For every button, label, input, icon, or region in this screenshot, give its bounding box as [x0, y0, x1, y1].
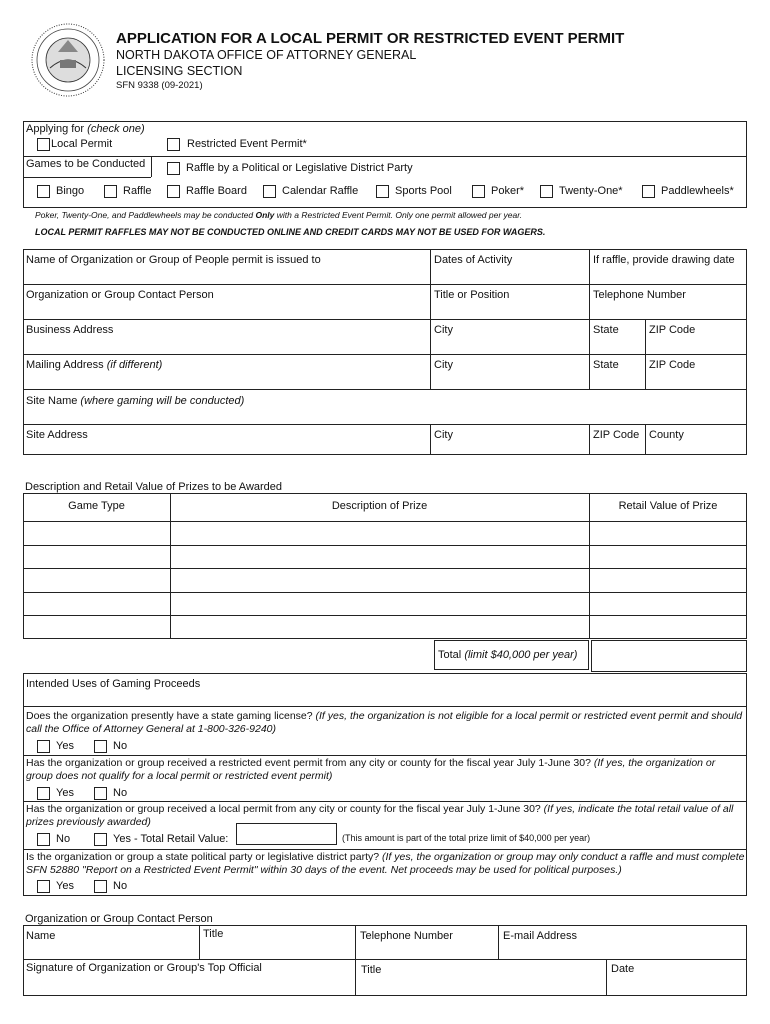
- calendar-raffle-checkbox[interactable]: [263, 185, 276, 198]
- total-value-field[interactable]: [591, 640, 747, 672]
- date-field[interactable]: Date: [611, 963, 635, 975]
- dates-of-activity-field[interactable]: Dates of Activity: [434, 254, 513, 266]
- official-title-field[interactable]: Title: [361, 964, 382, 976]
- question-political-party: Is the organization or group a state political party or legislative district party? (If yes, the organization or group may only conduct a raffle and must complete SFN 52880 "Report on a Restricted Event Permit" within 30 days of the event. Net proceeds may be used for political purposes.): [26, 851, 745, 876]
- prize-row[interactable]: [24, 593, 746, 615]
- contact-telephone-field[interactable]: Telephone Number: [360, 930, 453, 942]
- contact-email-field[interactable]: E-mail Address: [503, 930, 577, 942]
- site-zip-field[interactable]: ZIP Code: [593, 429, 640, 441]
- game-option-sports-pool[interactable]: Sports Pool: [376, 184, 452, 198]
- contact-heading: Organization or Group Contact Person: [25, 913, 213, 925]
- col-description: Description of Prize: [331, 500, 428, 512]
- site-address-field[interactable]: Site Address: [26, 429, 88, 441]
- telephone-field[interactable]: Telephone Number: [593, 289, 686, 301]
- games-label: Games to be Conducted: [26, 158, 146, 170]
- twenty-one-checkbox[interactable]: [540, 185, 553, 198]
- site-county-field[interactable]: County: [649, 429, 684, 441]
- business-zip-field[interactable]: ZIP Code: [649, 324, 696, 336]
- q1-yes-option[interactable]: Yes: [37, 739, 74, 753]
- question-state-license: Does the organization presently have a state gaming license? (If yes, the organization is not eligible for a local permit or restricted event permit and should call the Office of Attorney General at 1-800-326-9240): [26, 710, 743, 735]
- prizes-heading: Description and Retail Value of Prizes to be Awarded: [25, 481, 283, 493]
- q4-no-option[interactable]: No: [94, 879, 127, 893]
- restricted-permit-option[interactable]: Restricted Event Permit*: [167, 137, 307, 151]
- political-raffle-option[interactable]: Raffle by a Political or Legislative District Party: [167, 161, 413, 175]
- state-seal: [30, 22, 106, 98]
- business-state-field[interactable]: State: [593, 324, 619, 336]
- poker-checkbox[interactable]: [472, 185, 485, 198]
- q2-no-checkbox[interactable]: [94, 787, 107, 800]
- bingo-checkbox[interactable]: [37, 185, 50, 198]
- raffle-board-checkbox[interactable]: [167, 185, 180, 198]
- contact-person-field[interactable]: Organization or Group Contact Person: [26, 289, 214, 301]
- prize-row[interactable]: [24, 546, 746, 568]
- total-label: Total (limit $40,000 per year): [438, 649, 578, 661]
- mailing-state-field[interactable]: State: [593, 359, 619, 371]
- restricted-permit-checkbox[interactable]: [167, 138, 180, 151]
- game-option-paddlewheels[interactable]: Paddlewheels*: [642, 184, 734, 198]
- game-option-twenty-one[interactable]: Twenty-One*: [540, 184, 623, 198]
- q3-yes-option[interactable]: Yes - Total Retail Value:: [94, 832, 228, 846]
- q2-yes-option[interactable]: Yes: [37, 786, 74, 800]
- contact-title-field[interactable]: Title: [203, 928, 224, 940]
- q1-no-option[interactable]: No: [94, 739, 127, 753]
- q3-no-checkbox[interactable]: [37, 833, 50, 846]
- q3-no-option[interactable]: No: [37, 832, 70, 846]
- question-local-permit: Has the organization or group received a local permit from any city or county for the fiscal year July 1-June 30? (If yes, indicate the total retail value of all prizes previously awarded): [26, 803, 734, 828]
- paddlewheels-checkbox[interactable]: [642, 185, 655, 198]
- q1-no-checkbox[interactable]: [94, 740, 107, 753]
- section-name: LICENSING SECTION: [116, 64, 243, 78]
- game-option-poker[interactable]: Poker*: [472, 184, 524, 198]
- q4-yes-option[interactable]: Yes: [37, 879, 74, 893]
- mailing-zip-field[interactable]: ZIP Code: [649, 359, 696, 371]
- prize-row[interactable]: [24, 616, 746, 638]
- q4-no-checkbox[interactable]: [94, 880, 107, 893]
- mailing-city-field[interactable]: City: [434, 359, 453, 371]
- contact-name-field[interactable]: Name: [26, 930, 56, 942]
- game-option-bingo[interactable]: Bingo: [37, 184, 84, 198]
- game-option-calendar-raffle[interactable]: Calendar Raffle: [263, 184, 358, 198]
- intended-uses-field[interactable]: Intended Uses of Gaming Proceeds: [26, 678, 201, 690]
- question-restricted-permit: Has the organization or group received a restricted event permit from any city or county for the fiscal year July 1-June 30? (If yes, the organization or group does not qualify for a local permit or restricted event permit): [26, 757, 716, 782]
- game-option-raffle[interactable]: Raffle: [104, 184, 152, 198]
- site-city-field[interactable]: City: [434, 429, 453, 441]
- office-name: NORTH DAKOTA OFFICE OF ATTORNEY GENERAL: [116, 48, 417, 62]
- form-number: SFN 9338 (09-2021): [116, 80, 203, 91]
- raffle-checkbox[interactable]: [104, 185, 117, 198]
- site-name-field[interactable]: Site Name (where gaming will be conducted): [26, 395, 245, 407]
- applying-for-label: Applying for (check one): [26, 123, 145, 135]
- sports-pool-checkbox[interactable]: [376, 185, 389, 198]
- signature-field[interactable]: Signature of Organization or Group's Top Official: [26, 962, 262, 974]
- col-retail-value: Retail Value of Prize: [618, 500, 718, 512]
- local-permit-checkbox[interactable]: [37, 138, 50, 151]
- q2-no-option[interactable]: No: [94, 786, 127, 800]
- form-title: APPLICATION FOR A LOCAL PERMIT OR RESTRICTED EVENT PERMIT: [116, 30, 625, 47]
- mailing-address-field[interactable]: Mailing Address (if different): [26, 359, 163, 371]
- local-permit-warning: LOCAL PERMIT RAFFLES MAY NOT BE CONDUCTED ONLINE AND CREDIT CARDS MAY NOT BE USED FOR WAGERS.: [35, 227, 546, 237]
- q3-yes-checkbox[interactable]: [94, 833, 107, 846]
- business-city-field[interactable]: City: [434, 324, 453, 336]
- prize-row[interactable]: [24, 569, 746, 592]
- org-name-field[interactable]: Name of Organization or Group of People permit is issued to: [26, 254, 321, 266]
- col-game-type: Game Type: [68, 500, 125, 512]
- q3-amount-note: (This amount is part of the total prize limit of $40,000 per year): [342, 833, 591, 843]
- business-address-field[interactable]: Business Address: [26, 324, 114, 336]
- political-raffle-checkbox[interactable]: [167, 162, 180, 175]
- local-permit-option[interactable]: Local Permit: [37, 137, 112, 151]
- q4-yes-checkbox[interactable]: [37, 880, 50, 893]
- q1-yes-checkbox[interactable]: [37, 740, 50, 753]
- prior-retail-value-input[interactable]: [236, 823, 337, 845]
- drawing-date-field[interactable]: If raffle, provide drawing date: [593, 254, 735, 266]
- prize-row[interactable]: [24, 522, 746, 545]
- title-position-field[interactable]: Title or Position: [434, 289, 510, 301]
- games-note: Poker, Twenty-One, and Paddlewheels may be conducted Only with a Restricted Event Permit. Only one permit allowed per year.: [35, 210, 523, 220]
- game-option-raffle-board[interactable]: Raffle Board: [167, 184, 247, 198]
- q2-yes-checkbox[interactable]: [37, 787, 50, 800]
